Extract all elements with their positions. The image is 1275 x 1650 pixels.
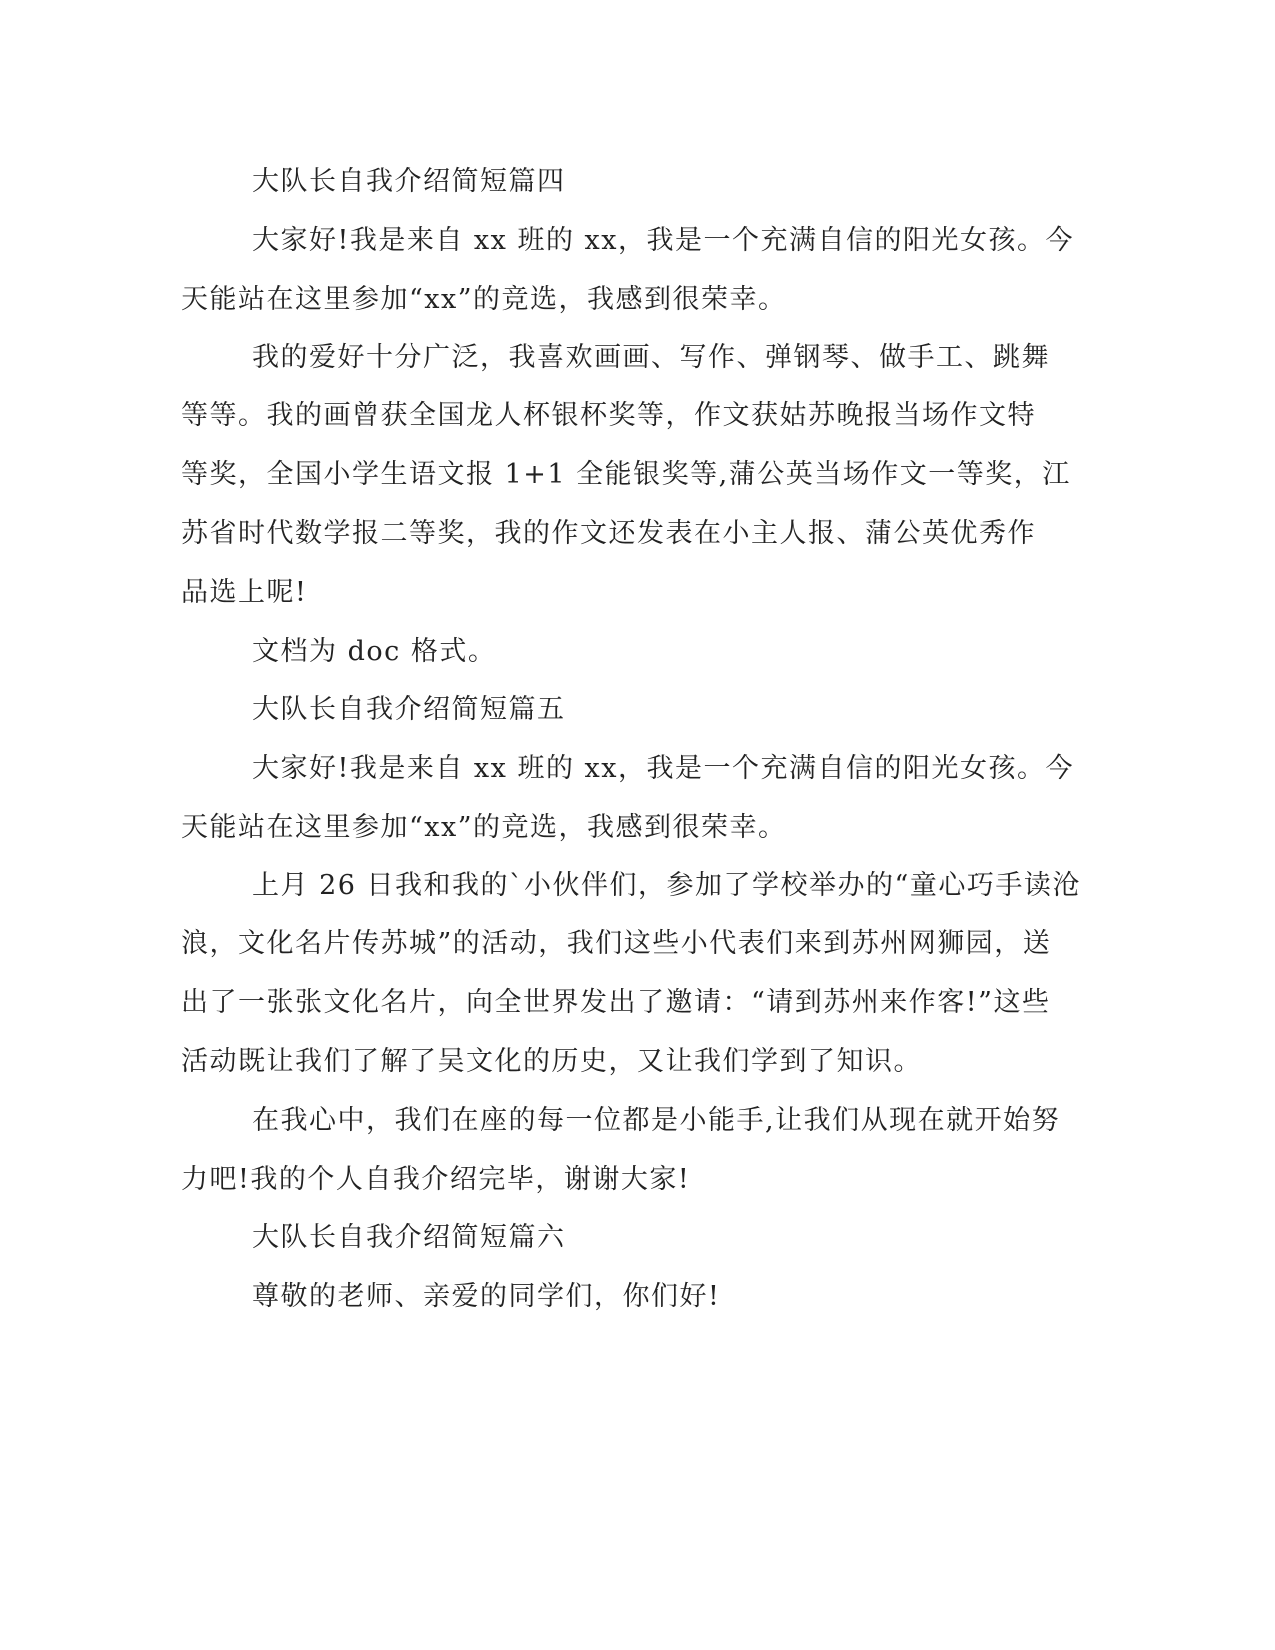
paragraph-line: 浪，文化名片传苏城”的活动，我们这些小代表们来到苏州网狮园，送 — [181, 928, 1052, 959]
paragraph-line: 尊敬的老师、亲爱的同学们，你们好! — [252, 1281, 721, 1312]
paragraph-line: 出了一张张文化名片，向全世界发出了邀请：“请到苏州来作客!”这些 — [181, 987, 1051, 1018]
paragraph-line: 力吧!我的个人自我介绍完毕，谢谢大家! — [181, 1164, 691, 1195]
paragraph-line: 大家好!我是来自 xx 班的 xx，我是一个充满自信的阳光女孩。今 — [252, 753, 1075, 784]
paragraph-line: 在我心中，我们在座的每一位都是小能手,让我们从现在就开始努 — [252, 1105, 1061, 1136]
paragraph-line: 活动既让我们了解了吴文化的历史，又让我们学到了知识。 — [181, 1046, 922, 1077]
format-note: 文档为 doc 格式。 — [252, 636, 497, 667]
heading-part-4: 大队长自我介绍简短篇四 — [252, 166, 566, 197]
paragraph-line: 大家好!我是来自 xx 班的 xx，我是一个充满自信的阳光女孩。今 — [252, 225, 1075, 256]
heading-part-6: 大队长自我介绍简短篇六 — [252, 1222, 566, 1253]
paragraph-line: 我的爱好十分广泛，我喜欢画画、写作、弹钢琴、做手工、跳舞 — [252, 342, 1050, 373]
paragraph-line: 等奖，全国小学生语文报 1+1 全能银奖等,蒲公英当场作文一等奖，江 — [181, 459, 1071, 490]
paragraph-line: 上月 26 日我和我的`小伙伴们，参加了学校举办的“童心巧手读沧 — [252, 870, 1081, 901]
paragraph-line: 天能站在这里参加“xx”的竞选，我感到很荣幸。 — [181, 812, 787, 843]
paragraph-line: 苏省时代数学报二等奖，我的作文还发表在小主人报、蒲公英优秀作 — [181, 518, 1036, 549]
paragraph-line: 等等。我的画曾获全国龙人杯银杯奖等，作文获姑苏晚报当场作文特 — [181, 400, 1036, 431]
paragraph-line: 天能站在这里参加“xx”的竞选，我感到很荣幸。 — [181, 284, 787, 315]
paragraph-line: 品选上呢! — [181, 577, 308, 608]
heading-part-5: 大队长自我介绍简短篇五 — [252, 694, 566, 725]
